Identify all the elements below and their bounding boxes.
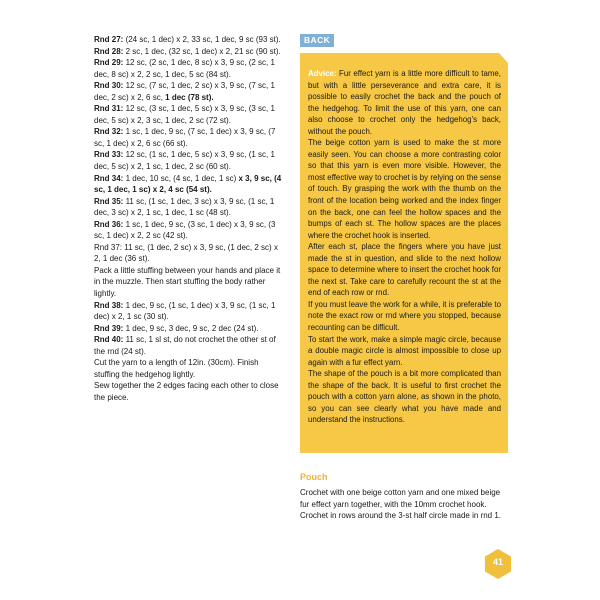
instruction-round	[94, 46, 286, 58]
page-number-badge	[485, 549, 511, 579]
round-text: 1 dec, 10 sc, (4 sc, 1 dec, 1 sc)	[123, 173, 237, 183]
advice-paragraph-text: If you must leave the work for a while, it is preferable to note the exact row or rnd where you stopped, because recounting can be difficult.	[308, 299, 501, 333]
back-section-badge: BACK	[300, 34, 334, 47]
round-text-bold: 1 dec (78 st).	[162, 92, 214, 102]
round-text: (24 sc, 1 dec) x 2, 33 sc, 1 dec, 9 sc (93 st).	[123, 35, 281, 44]
round-label: Rnd 32:	[94, 127, 124, 137]
page-number: 41	[492, 557, 503, 567]
instruction-note	[94, 357, 286, 380]
advice-paragraph	[308, 241, 501, 299]
advice-paragraph-text: To start the work, make a simple magic circle, because a double magic circle is almost impossible to close up again with a fur effect yarn.	[308, 334, 501, 367]
advice-paragraph-text: Fur effect yarn is a little more difficult to tame, but with a little perseverance and extra care, it is possible to easily crochet the back and the pouch of the hedgehog. To limit the use of this yarn, one can also choose to crochet only the hedgehog's back, without the pouch.	[308, 69, 501, 136]
round-text: 12 sc, (3 sc, 1 dec, 5 sc) x 3, 9 sc, (3 sc, 1 dec, 5 sc) x 2, 3 sc, 1 dec, 2 sc (72 st).	[94, 104, 275, 125]
round-text: 12 sc, (7 sc, 1 dec, 2 sc) x 3, 9 sc, (7 sc, 1 dec, 2 sc) x 2, 6 sc,	[94, 81, 275, 102]
round-label: Rnd 33:	[94, 150, 124, 160]
round-text: 1 dec, 9 sc, 3 dec, 9 sc, 2 dec (24 st).	[123, 323, 259, 333]
instruction-round	[94, 323, 286, 335]
round-text: 11 sc, 1 sl st, do not crochet the other st of the rnd (24 st).	[94, 335, 276, 356]
round-text: 12 sc, (1 sc, 1 dec, 5 sc) x 3, 9 sc, (1 sc, 1 dec, 5 sc) x 2, 1 sc, 1 dec, 2 sc (60 st).	[94, 150, 275, 172]
advice-paragraph	[308, 334, 501, 369]
round-label: Rnd 31:	[94, 104, 124, 114]
pouch-title: Pouch	[300, 472, 328, 482]
instruction-round	[94, 57, 286, 80]
instruction-round	[94, 196, 286, 219]
right-column	[300, 34, 508, 522]
round-text-bold: x 3, 9 sc, (4 sc, 1 dec, 1 sc) x 2, 4 sc (54 st).	[94, 173, 282, 195]
round-label: Rnd 37:	[94, 242, 123, 252]
round-label: Rnd 39:	[94, 323, 124, 333]
advice-paragraph	[308, 68, 501, 137]
advice-paragraph	[308, 368, 501, 426]
round-label: Rnd 36:	[94, 219, 124, 229]
instruction-round	[94, 173, 286, 196]
instruction-round	[94, 219, 286, 242]
instruction-round	[94, 300, 286, 323]
round-text: Pack a little stuffing between your hands and place it in the muzzle. Then start stuffing the body rather lightly.	[94, 265, 281, 299]
round-label: Rnd 38:	[94, 300, 124, 310]
round-label: Rnd 29:	[94, 58, 124, 68]
round-label: Rnd 30:	[94, 81, 124, 91]
round-label: Rnd 40:	[94, 335, 124, 345]
round-text: 11 sc, (1 sc, 1 dec, 3 sc) x 3, 9 sc, (1 sc, 1 dec, 3 sc) x 2, 1 sc, 1 dec, 1 sc (48 st).	[94, 196, 275, 218]
instruction-round	[94, 34, 286, 46]
round-label: Rnd 35:	[94, 196, 124, 206]
advice-paragraph-text: The shape of the pouch is a bit more complicated than the shape of the back. It is useful to first crochet the pouch with a cotton yarn alone, as shown in the photo, so you can see clearly what you have made and understand the instructions.	[308, 369, 501, 425]
advice-paragraph-text: After each st, place the fingers where you have just made the st in question, and slide to the next hollow space to determine where to insert the crochet hook for the next st. Take care to carefully recount the st at the end of each row or rnd.	[308, 242, 501, 298]
round-text: 1 dec, 9 sc, (1 sc, 1 dec) x 3, 9 sc, (1 sc, 1 dec) x 2, 1 sc (30 st).	[94, 300, 276, 322]
round-text: 11 sc, (1 dec, 2 sc) x 3, 9 sc, (1 dec, 2 sc) x 2, 1 dec (36 st).	[94, 242, 278, 264]
advice-paragraph-text: The beige cotton yarn is used to make the st more easily seen. You can choose a more contrasting color so that this yarn is even more visible. However, the most effective way to crochet is by relying on the sense of touch. By grasping the work with the thumb on the front of the location being worked and the index finger on the back, one can feel the hollow spaces and the bumps of each st. The hollow spaces are the places where the crochet hook is inserted.	[308, 138, 501, 240]
advice-text	[300, 53, 508, 426]
instruction-note	[94, 380, 286, 403]
pattern-instructions	[94, 34, 286, 404]
advice-label: Advice:	[308, 69, 337, 78]
round-text: Cut the yarn to a length of 12in. (30cm). Finish stuffing the hedgehog lightly.	[94, 358, 259, 379]
round-text: 12 sc, (2 sc, 1 dec, 8 sc) x 3, 9 sc, (2 sc, 1 dec, 8 sc) x 2, 2 sc, 1 dec, 5 sc (84 st).	[94, 58, 275, 79]
advice-paragraph	[308, 299, 501, 334]
advice-box	[300, 53, 508, 453]
pouch-instructions: Crochet with one beige cotton yarn and one mixed beige fur effect yarn together, with the 10mm crochet hook. Crochet in rows around the 3-st half circle made in rnd 1.	[300, 488, 501, 521]
round-text: 2 sc, 1 dec, (32 sc, 1 dec) x 2, 21 sc (90 st).	[123, 46, 281, 56]
instruction-round	[94, 103, 286, 126]
round-text: 1 sc, 1 dec, 9 sc, (7 sc, 1 dec) x 3, 9 sc, (7 sc, 1 dec) x 2, 6 sc (66 st).	[94, 127, 276, 148]
round-label: Rnd 28:	[94, 46, 124, 56]
round-label: Rnd 34:	[94, 173, 124, 183]
instruction-round	[94, 242, 286, 265]
round-text: 1 sc, 1 dec, 9 sc, (3 sc, 1 dec) x 3, 9 sc, (3 sc, 1 dec) x 2, 2 sc (42 st).	[94, 219, 276, 241]
advice-paragraph	[308, 137, 501, 241]
instruction-round	[94, 334, 286, 357]
instruction-note	[94, 265, 286, 300]
round-text: Sew together the 2 edges facing each other to close the piece.	[94, 381, 279, 402]
instruction-round	[94, 149, 286, 172]
round-label: Rnd 27:	[94, 35, 124, 44]
instruction-round	[94, 126, 286, 149]
instruction-round	[94, 80, 286, 103]
